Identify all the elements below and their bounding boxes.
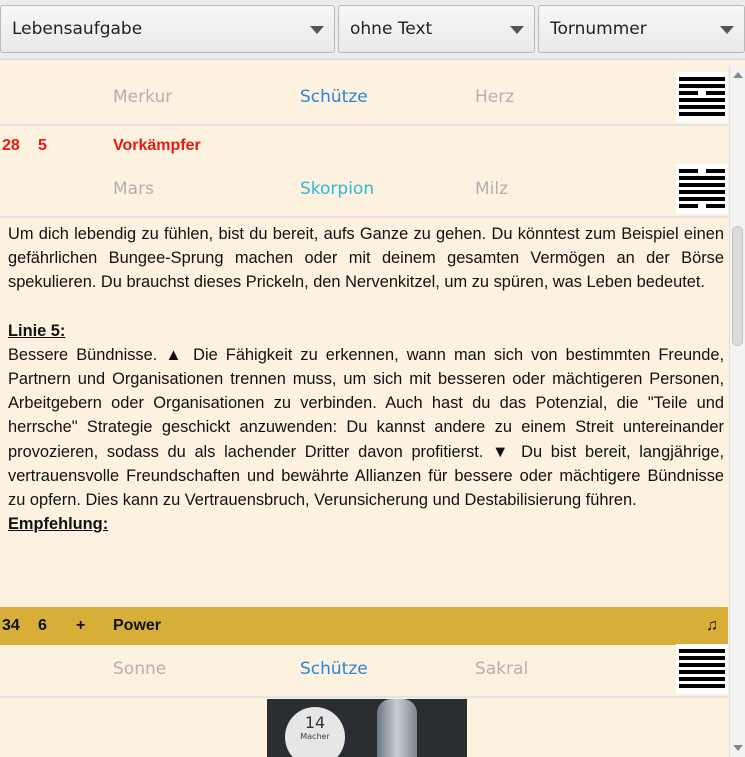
zodiac-sign: Schütze xyxy=(300,87,368,107)
line-title: Linie 5: xyxy=(8,321,66,340)
zodiac-sign: Skorpion xyxy=(300,179,375,199)
gate-number: 28 xyxy=(2,137,20,154)
line-number: 6 xyxy=(38,617,47,634)
gate-image-number: 14 xyxy=(304,713,326,732)
chevron-down-icon xyxy=(720,26,734,34)
music-note-icon[interactable]: ♫ xyxy=(706,617,718,634)
hexagram-icon xyxy=(676,644,728,694)
gate-image-badge xyxy=(285,707,345,757)
hexagram-icon xyxy=(676,164,728,214)
gate-description xyxy=(8,222,724,536)
hexagram-icon xyxy=(676,72,728,122)
line-number: 5 xyxy=(38,137,47,154)
center-name: Herz xyxy=(475,87,515,107)
planet-row xyxy=(0,160,728,218)
vertical-scrollbar[interactable] xyxy=(729,66,745,757)
planet-name: Merkur xyxy=(113,87,173,107)
planet-name: Sonne xyxy=(113,659,167,679)
recommendation-title: Empfehlung: xyxy=(8,515,109,534)
line-text: Bessere Bündnisse. ▲ Die Fähigkeit zu erkennen, wann man sich von bestimmten Freunde, Partnern und Organisationen trennen muss, um sich mit besseren oder mächtigeren Personen, Arbeitgebern oder Organisationen zu verbinden. Auch hast du das Potenzial, die "Teile und herrsche" Strategie geschickt anzuwenden: Du kannst andere zu einem Streit untereinander provozieren, sodass du als lachender Dritter davon profitierst. ▼ Du bist bereit, langjährige, vertrauensvolle Freundschaften und bewährte Allianzen für bessere oder mächtigere Bündnisse zu opfern. Dies kann zu Vertrauensbruch, Verunsicherung und Destabilisierung führen. xyxy=(8,345,724,510)
center-name: Milz xyxy=(475,179,509,199)
sort-select[interactable] xyxy=(538,5,745,53)
planet-name: Mars xyxy=(113,179,154,199)
gate-image xyxy=(267,699,467,757)
mode-select-value: Lebensaufgabe xyxy=(12,19,143,39)
gate-image-figure xyxy=(377,699,417,757)
planet-row xyxy=(0,640,728,698)
polarity-mark: + xyxy=(76,617,86,634)
planet-row xyxy=(0,68,728,126)
content-scroll-area[interactable] xyxy=(0,66,728,757)
filter-toolbar xyxy=(0,0,745,60)
text-select[interactable] xyxy=(338,5,535,53)
gate-image-label: Macher xyxy=(300,732,330,741)
chevron-down-icon xyxy=(310,26,324,34)
text-select-value: ohne Text xyxy=(350,19,433,39)
chevron-down-icon xyxy=(510,26,524,34)
mode-select[interactable] xyxy=(0,5,335,53)
gate-name: Vorkämpfer xyxy=(113,137,201,154)
scrollbar-thumb[interactable] xyxy=(732,226,743,346)
zodiac-sign: Schütze xyxy=(300,659,368,679)
sort-select-value: Tornummer xyxy=(550,19,647,39)
intro-text: Um dich lebendig zu fühlen, bist du bereit, aufs Ganze zu gehen. Du könntest zum Beispiel einen gefährlichen Bungee-Sprung machen oder mit deinem gesamten Vermögen an der Börse spekulieren. Du brauchst dieses Prickeln, den Nervenkitzel, um zu spüren, was Leben bedeutet. xyxy=(8,225,724,292)
scroll-up-arrow-icon[interactable] xyxy=(733,72,743,78)
scroll-down-arrow-icon[interactable] xyxy=(733,745,743,751)
gate-number: 34 xyxy=(2,617,20,634)
center-name: Sakral xyxy=(475,659,529,679)
gate-name: Power xyxy=(113,617,162,634)
